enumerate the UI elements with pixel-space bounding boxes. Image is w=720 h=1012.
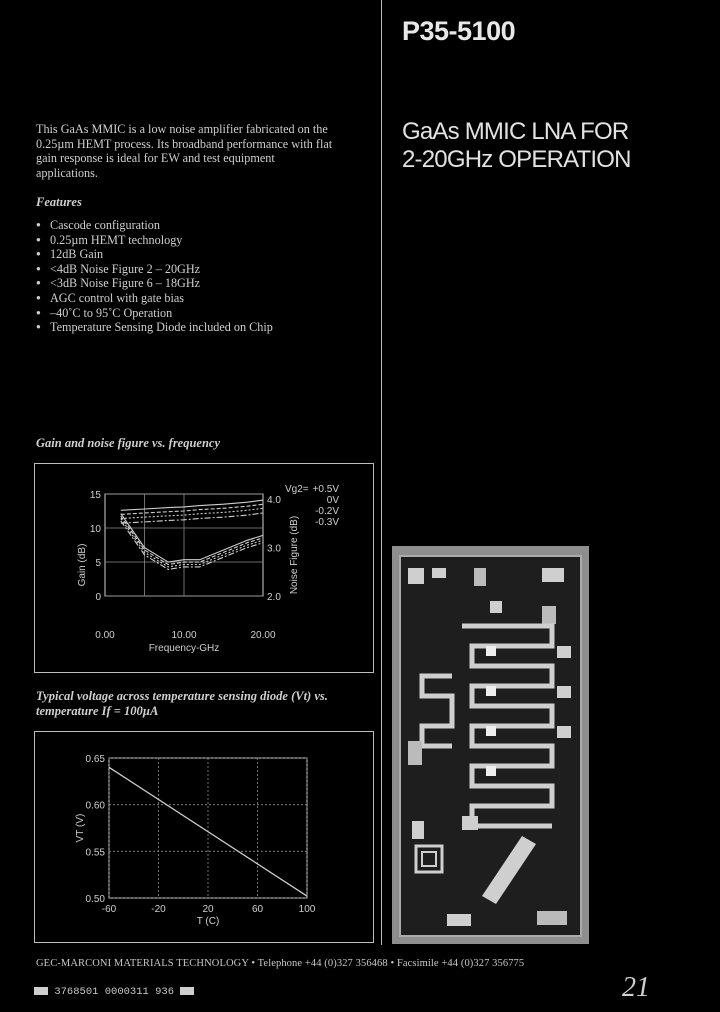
title-line-2: 2-20GHz OPERATION	[402, 146, 631, 173]
y-tick-label: 10	[89, 524, 101, 535]
x-tick-label: -20	[151, 904, 166, 915]
y2-axis-label: Noise Figure (dB)	[289, 515, 300, 595]
y-tick-label: 0.65	[85, 754, 105, 765]
y-tick-label: 0.50	[85, 894, 105, 905]
y-tick-label: 0	[95, 592, 101, 603]
x-tick-label: 0.00	[95, 630, 115, 641]
die-layout-drawing	[392, 546, 589, 944]
gain-series-line	[121, 513, 263, 523]
legend-entry: -0.3V	[315, 517, 339, 528]
y2-tick-label: 3.0	[267, 543, 281, 555]
intro-paragraph	[36, 122, 371, 180]
x-tick-label: 20.00	[250, 630, 276, 641]
y-axis-label: VT (V)	[75, 813, 86, 843]
intro-line: gain response is ideal for EW and test equipment	[36, 151, 275, 166]
x-tick-label: 100	[298, 904, 316, 915]
gain-chart-caption: Gain and noise figure vs. frequency	[36, 436, 221, 450]
x-tick-label: 10.00	[171, 630, 197, 641]
page-number: 21	[622, 972, 650, 1003]
barcode-line	[34, 986, 194, 998]
y-tick-label: 0.60	[85, 800, 105, 812]
x-axis-label: Frequency-GHz	[148, 643, 220, 654]
feature-item: ● <3dB Noise Figure 6 – 18GHz	[36, 276, 273, 291]
y-axis-label: Gain (dB)	[77, 543, 88, 587]
nf-series-line	[121, 514, 263, 563]
gain-chart-frame	[34, 463, 374, 673]
diode-chart-frame	[34, 731, 374, 943]
y2-tick-label: 4.0	[267, 495, 281, 507]
y-tick-label: 0.55	[85, 847, 105, 859]
legend-entry: +0.5V	[312, 484, 339, 495]
feature-item: ● AGC control with gate bias	[36, 291, 273, 306]
features-heading: Features	[36, 195, 82, 209]
product-title	[402, 118, 631, 174]
column-divider	[381, 0, 382, 945]
intro-line: 0.25µm HEMT process. Its broadband performance with flat	[36, 136, 333, 151]
part-number: P35-5100	[402, 16, 516, 46]
intro-line: applications.	[36, 165, 98, 180]
legend-entry: 0V	[326, 495, 339, 506]
title-line-1: GaAs MMIC LNA FOR	[402, 118, 629, 145]
x-tick-label: -60	[101, 904, 117, 915]
x-axis-label: T (C)	[196, 916, 220, 927]
footer-contact: GEC-MARCONI MATERIALS TECHNOLOGY • Telephone +44 (0)327 356468 • Facsimile +44 (0)327 356775	[36, 958, 525, 969]
features-list	[36, 218, 273, 335]
legend-entry: -0.2V	[315, 506, 339, 517]
gain-noise-chart	[35, 464, 373, 672]
nf-series-line	[121, 516, 263, 564]
y-tick-label: 5	[95, 558, 101, 569]
diode-chart-caption: Typical voltage across temperature sensing diode (Vt) vs. temperature If = 100µA	[36, 689, 328, 718]
legend-title: Vg2=	[285, 484, 309, 495]
x-tick-label: 60	[251, 904, 264, 915]
diode-voltage-chart	[35, 732, 373, 942]
chip-die-photo	[392, 546, 589, 944]
gain-series-line	[121, 500, 263, 510]
feature-item: ● Cascode configuration	[36, 218, 273, 233]
feature-item: ● 0.25µm HEMT technology	[36, 233, 273, 248]
feature-item: ● 12dB Gain	[36, 247, 273, 262]
barcode-block	[180, 987, 194, 995]
barcode-text: 3768501 0000311 936	[54, 986, 175, 998]
feature-item: ● Temperature Sensing Diode included on Chip	[36, 320, 273, 335]
feature-item: ● <4dB Noise Figure 2 – 20GHz	[36, 262, 273, 277]
x-tick-label: 20	[202, 904, 214, 915]
feature-item: ● –40˚C to 95˚C Operation	[36, 306, 273, 321]
y-tick-label: 15	[89, 490, 101, 501]
barcode-block	[34, 987, 48, 995]
intro-line: This GaAs MMIC is a low noise amplifier fabricated on the	[36, 122, 328, 136]
y2-tick-label: 2.0	[267, 592, 281, 603]
